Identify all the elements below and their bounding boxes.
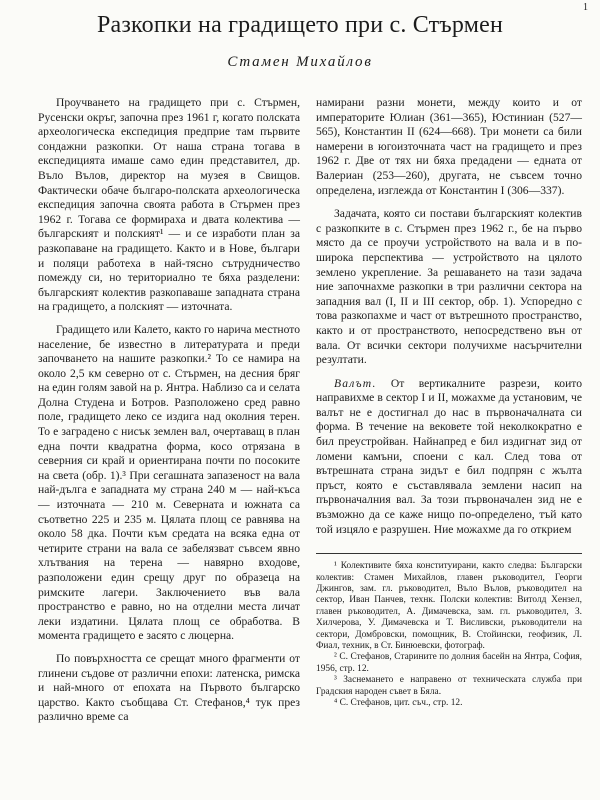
article-author: Стамен Михайлов bbox=[227, 54, 373, 70]
footnote-2: ² С. Стефанов, Старините по долния басейн на Янтра, София, 1956, стр. 12. bbox=[316, 652, 582, 674]
footnote-divider bbox=[316, 553, 582, 554]
paragraph-task: Задачата, която си постави българският колектив с разкопките в с. Стърмен през 1962 г., бе на първо място да се проучи устройството на вала и в по-широка перспектива — устройството на цялото землено укрепление. За решаването на тази задача ние започнахме разкопки в три различни сектора на западния вал (I, II и III сектор, обр. 1). Успоредно с това разкопахме и част от вътрешното пространство, както и от пространството, непосредствено вън от вала. От всички сектори получихме насърчителни резултати. bbox=[316, 207, 582, 367]
paragraph-coins-continued: намирани разни монети, между които и от императорите Юлиан (361—365), Юстиниан (527—565), Константин II (624—668). Три монети са били намерени в югоизточната част на градището и през 1962 г. Две от тях ни бяха предадени — едната от Валериан (253—260), другата, не съвсем точно определена, изглежда от Константин I (306—337). bbox=[316, 96, 582, 197]
footnote-4: ⁴ С. Стефанов, цит. съч., стр. 12. bbox=[334, 698, 463, 709]
paragraph-intro: Проучването на градището при с. Стърмен, Русенски окръг, започна през 1961 г, когато полската археологическа експедиция предприе там първите сондажни разкопки. От наша страна тогава в експедицията имаше само един представител, др. Въло Вълов, директор на музея в Свищов. Фактически обаче българо-полската археологическа експедиция започна своята работа в Стърмен през 1962 г. Тогава се формираха и двата колектива — българският и полският¹ — и се изработи план за разкопаване на градището. Както и в Нове, българи и поляци работеха в най-тясно сътрудничество помежду си, но териториално те бяха разделени: българският колектив разкопаваше западната страна на градището, а полският — източната. bbox=[38, 96, 300, 314]
article-title: Разкопки на градището при с. Стърмен bbox=[96, 12, 504, 38]
paragraph-site-description: Градището или Калето, както го нарича местното население, бе известно в литературата и преди започването на нашите разкопки.² То се намира на около 2,5 км северно от с. Стърмен, на десния бряг на един голям завой на р. Янтра. Наблизо са и селата Долна Студена и Ботров. Разположено сред равно поле, градището леко се издига над околния терен. То е заградено с нисък землен вал, очертаващ в план една почти квадратна форма, косо отрязана в северния си край и ориентирана почти по посоките на света (обр. 1).³ При сегашната запазеност на вала най-дълга е западната му страна 240 м — най-къса — източната — 210 м. Северната и южната са съответно 225 и 235 м. Цялата площ се равнява на около 58 дка. Почти към средата на всяка една от четирите страни на вала се забелязват съвсем явно хлътвания на терена — навярно входове, разположени един срещу друг по образеца на римските лагери. Заключението във вала пространство е равно, но на отделни места личат леки издатини. Цялата площ се обработва. В момента градището е засято с люцерна. bbox=[38, 322, 300, 643]
paragraph-rampart bbox=[316, 377, 582, 538]
footnote-1: ¹ Колективите бяха конституирани, както следва: Български колектив: Стамен Михайлов, главен ръководител, Георги Джингов, зам. гл. ръководител, Въло Вълов, ръководител на сектор, Иван Панчев, технк. Полски колектив: Витолд Хензел, главен ръководител, А. Димачевска, зам. гл. ръководител, З. Хилчерова, У. Димачевска и Т. Висливски, ръководители на сектори, Домбровски, помощник, В. Стойински, геофизик, Л. Фиал, техник, в Ст. Бинюевски, фотограф. bbox=[316, 561, 582, 652]
section-lead-rampart: Валът. bbox=[334, 376, 377, 390]
rampart-text: От вертикалните разрези, които направихме в сектор I и II, можахме да установим, че валът не е достигнал до нас в първоначалната си форма. В течение на вековете той неколкократно е бил преустройван. Найнапред е бил издигнат зид от ломени камъни, споени с кал. След това от вътрешната страна зидът е бил подпрян с жълта пръст, която е съставлявала землени насип на първоначалния вал. За този първоначален зид не е възможно да се каже нищо по-определено, тъй като той изцяло е разрушен. Ние можахме да го открием bbox=[316, 376, 582, 536]
right-column bbox=[316, 96, 582, 710]
paragraph-surface-finds: По повърхността се срещат много фрагменти от глинени съдове от различни епохи: латенска, римска и най-много от епохата на Първото българско царство. Както съобщава Ст. Стефанов,⁴ тук през различно време са bbox=[38, 651, 300, 724]
left-column bbox=[38, 96, 300, 725]
page-marker: 1 bbox=[583, 2, 588, 13]
footnote-3: ³ Заснемането е направено от техническата служба при Градския народен съвет в Бяла. bbox=[316, 675, 582, 697]
